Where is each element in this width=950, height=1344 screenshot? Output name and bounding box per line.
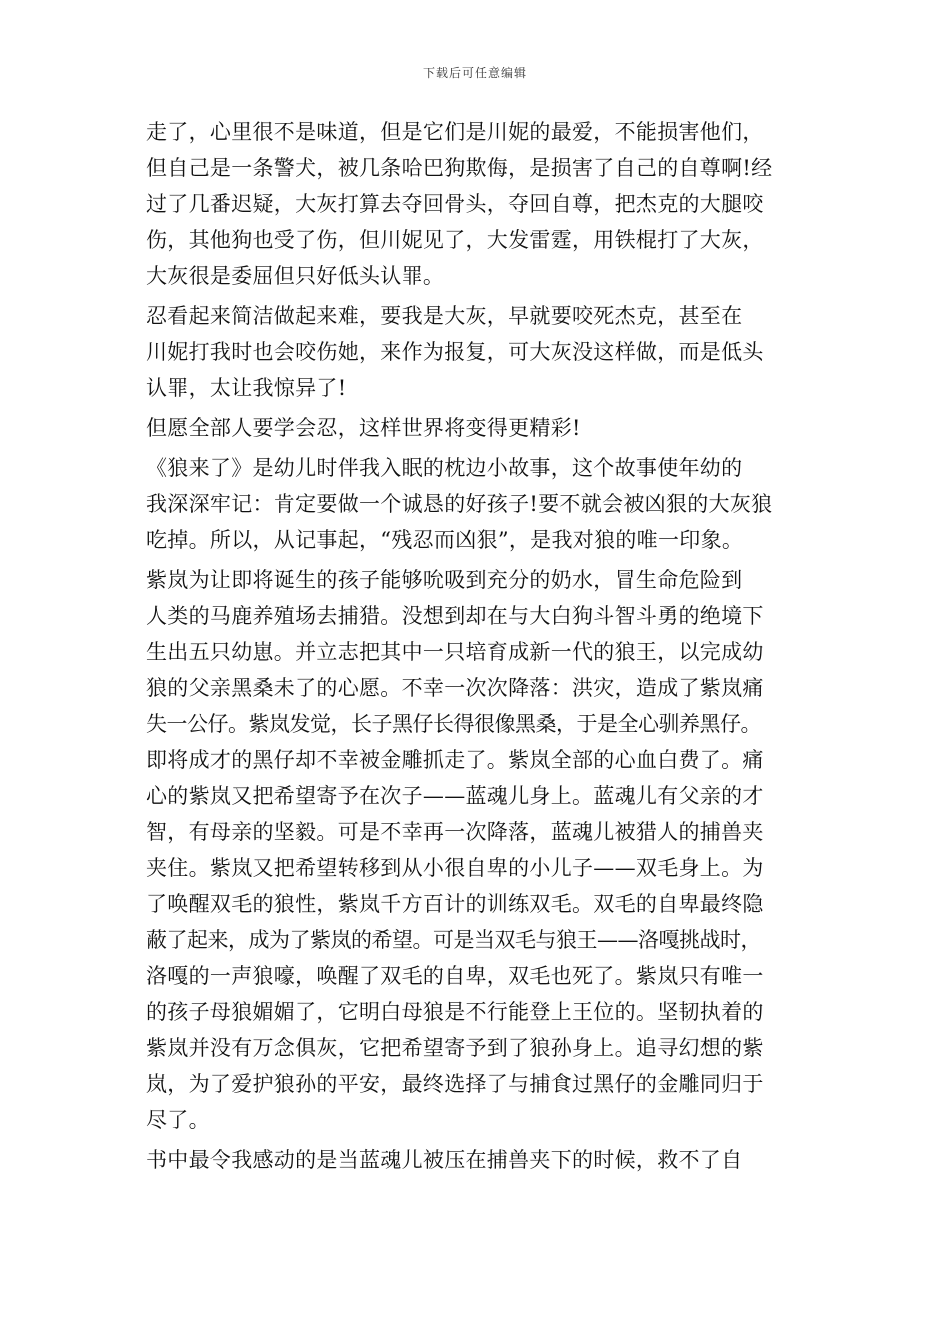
text-line: 但自己是一条警犬，被几条哈巴狗欺侮，是损害了自己的自尊啊!经: [146, 156, 773, 180]
text-line: 夹住。紫岚又把希望转移到从小很自卑的小儿子——双毛身上。为: [146, 856, 764, 880]
text-line: 《狼来了》是幼儿时伴我入眠的枕边小故事，这个故事使年幼的: [146, 456, 743, 480]
text-line: 即将成才的黑仔却不幸被金雕抓走了。紫岚全部的心血白费了。痛: [146, 748, 764, 772]
body-text: [146, 114, 808, 1178]
text-line: 我深深牢记：肯定要做一个诚恳的好孩子!要不就会被凶狠的大灰狼: [146, 492, 773, 516]
text-line: 生出五只幼崽。并立志把其中一只培育成新一代的狼王，以完成幼: [146, 640, 764, 664]
text-line: 尽了。: [146, 1108, 210, 1132]
text-line: 走了，心里很不是味道，但是它们是川妮的最爱，不能损害他们，: [146, 120, 764, 144]
text-line: 狼的父亲黑桑未了的心愿。不幸一次次降落：洪灾，造成了紫岚痛: [146, 676, 764, 700]
text-line: 心的紫岚又把希望寄予在次子——蓝魂儿身上。蓝魂儿有父亲的才: [146, 784, 764, 808]
header-note: 下载后可任意编辑: [422, 66, 527, 80]
text-line: 失一公仔。紫岚发觉，长子黑仔长得很像黑桑，于是全心驯养黑仔。: [146, 712, 761, 736]
text-line: 智，有母亲的坚毅。可是不幸再一次降落，蓝魂儿被猎人的捕兽夹: [146, 820, 764, 844]
text-line: 大灰很是委屈但只好低头认罪。: [146, 264, 445, 288]
text-line: 川妮打我时也会咬伤她，来作为报复，可大灰没这样做，而是低头: [146, 340, 764, 364]
text-line: 洛嘎的一声狼嚎，唤醒了双毛的自卑，双毛也死了。紫岚只有唯一: [146, 964, 764, 988]
text-line: 的孩子母狼媚媚了，它明白母狼是不行能登上王位的。坚韧执着的: [146, 1000, 764, 1024]
text-line: 蔽了起来，成为了紫岚的希望。可是当双毛与狼王——洛嘎挑战时，: [146, 928, 761, 952]
text-line: 忍看起来简洁做起来难，要我是大灰，早就要咬死杰克，甚至在: [146, 304, 743, 328]
text-line: 伤，其他狗也受了伤，但川妮见了，大发雷霆，用铁棍打了大灰，: [146, 228, 764, 252]
text-line: 岚，为了爱护狼孙的平安，最终选择了与捕食过黑仔的金雕同归于: [146, 1072, 764, 1096]
text-line: 书中最令我感动的是当蓝魂儿被压在捕兽夹下的时候，救不了自: [146, 1148, 743, 1172]
text-line: 过了几番迟疑，大灰打算去夺回骨头，夺回自尊，把杰克的大腿咬: [146, 192, 764, 216]
text-line: 紫岚为让即将诞生的孩子能够吮吸到充分的奶水，冒生命危险到: [146, 568, 743, 592]
text-line: 紫岚并没有万念俱灰，它把希望寄予到了狼孙身上。追寻幻想的紫: [146, 1036, 764, 1060]
text-line: 了唤醒双毛的狼性，紫岚千方百计的训练双毛。双毛的自卑最终隐: [146, 892, 764, 916]
text-line: 认罪，太让我惊异了!: [146, 376, 347, 400]
text-line: 吃掉。所以，从记事起，“残忍而凶狠”，是我对狼的唯一印象。: [146, 528, 744, 552]
text-line: 但愿全部人要学会忍，这样世界将变得更精彩!: [146, 416, 581, 440]
text-line: 人类的马鹿养殖场去捕猎。没想到却在与大白狗斗智斗勇的绝境下: [146, 604, 764, 628]
